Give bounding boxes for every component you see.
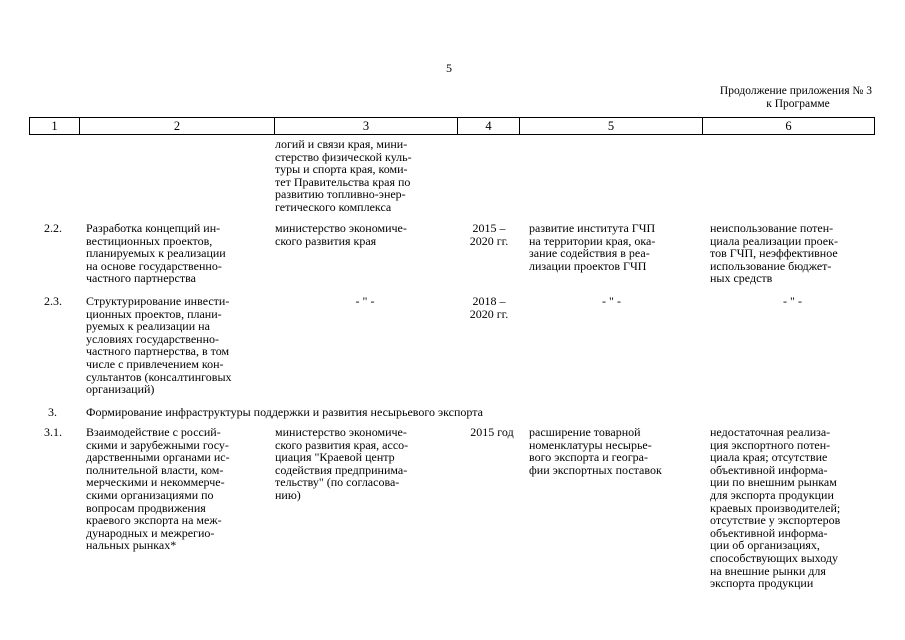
risk-cell: - " - bbox=[783, 294, 802, 308]
appendix-line1: Продолжение приложения № 3 bbox=[719, 85, 872, 97]
column-header-2: 2 bbox=[79, 118, 274, 135]
column-header-6: 6 bbox=[702, 118, 875, 135]
column-header-1: 1 bbox=[29, 118, 79, 135]
period-cell: 2015 – 2020 гг. bbox=[469, 221, 509, 248]
period-cell: 2015 год bbox=[470, 425, 514, 439]
result-cell: - " - bbox=[602, 294, 621, 308]
row-number: 2.2. bbox=[44, 221, 62, 235]
row-number: 2.3. bbox=[44, 294, 62, 308]
result-cell: развитие института ГЧП на территории края, ока- зание содействия в реа- лизации проектов ГЧП bbox=[529, 221, 656, 273]
executor-cell: министерство экономиче- ского развития края, ассо- циация "Краевой центр содействия предпринима- тельству" (по согласова- нию) bbox=[275, 425, 409, 502]
section-number: 3. bbox=[48, 405, 57, 419]
section-title: Формирование инфраструктуры поддержки и развития несырьевого экспорта bbox=[86, 405, 483, 419]
executor-cell: министерство экономиче- ского развития края bbox=[275, 221, 407, 248]
column-header-4: 4 bbox=[457, 118, 519, 135]
risk-cell: неиспользование потен- циала реализации проек- тов ГЧП, неэффективное использование бюджет- ных средств bbox=[710, 221, 838, 286]
action-cell: Разработка концепций ин- вестиционных проектов, планируемых к реализации на основе государственно- частного партнерства bbox=[86, 221, 226, 286]
page-number: 5 bbox=[446, 61, 452, 75]
column-header-3: 3 bbox=[274, 118, 457, 135]
appendix-line2: к Программе bbox=[766, 98, 830, 110]
executor-cell: - " - bbox=[355, 294, 375, 308]
action-cell: Структурирование инвести- ционных проектов, плани- руемых к реализации на условиях государственно- частного партнерства, в том числе с привлечением кон- сультантов (консалтинговых организаций) bbox=[86, 294, 232, 397]
period-cell: 2018 – 2020 гг. bbox=[469, 294, 509, 321]
row-number: 3.1. bbox=[44, 425, 62, 439]
table-header-row bbox=[29, 117, 875, 135]
risk-cell: недостаточная реализа- ция экспортного потен- циала края; отсутствие объективной информа- ции по внешним рынкам для экспорта продукции краевых производителей; отсутствие у экспортеров объективной информа- ции об организациях, способствующих выходу на внешние рынки для экспорта продукции bbox=[710, 425, 841, 591]
appendix-note bbox=[672, 85, 872, 111]
action-cell: Взаимодействие с россий- скими и зарубежными госу- дарственными органами ис- полнительной власти, ком- мерческими и некоммерче- скими организациями по вопросам продвижения краевого экспорта на меж- дународных и межрегио- нальных рынках* bbox=[86, 425, 230, 553]
result-cell: расширение товарной номенклатуры несырье- вого экспорта и геогра- фии экспортных поставок bbox=[529, 425, 662, 477]
executor-continuation: логий и связи края, мини- стерство физической куль- туры и спорта края, коми- тет Правительства края по развитию топливно-энер- гетического комплекса bbox=[275, 137, 412, 214]
column-header-5: 5 bbox=[519, 118, 702, 135]
